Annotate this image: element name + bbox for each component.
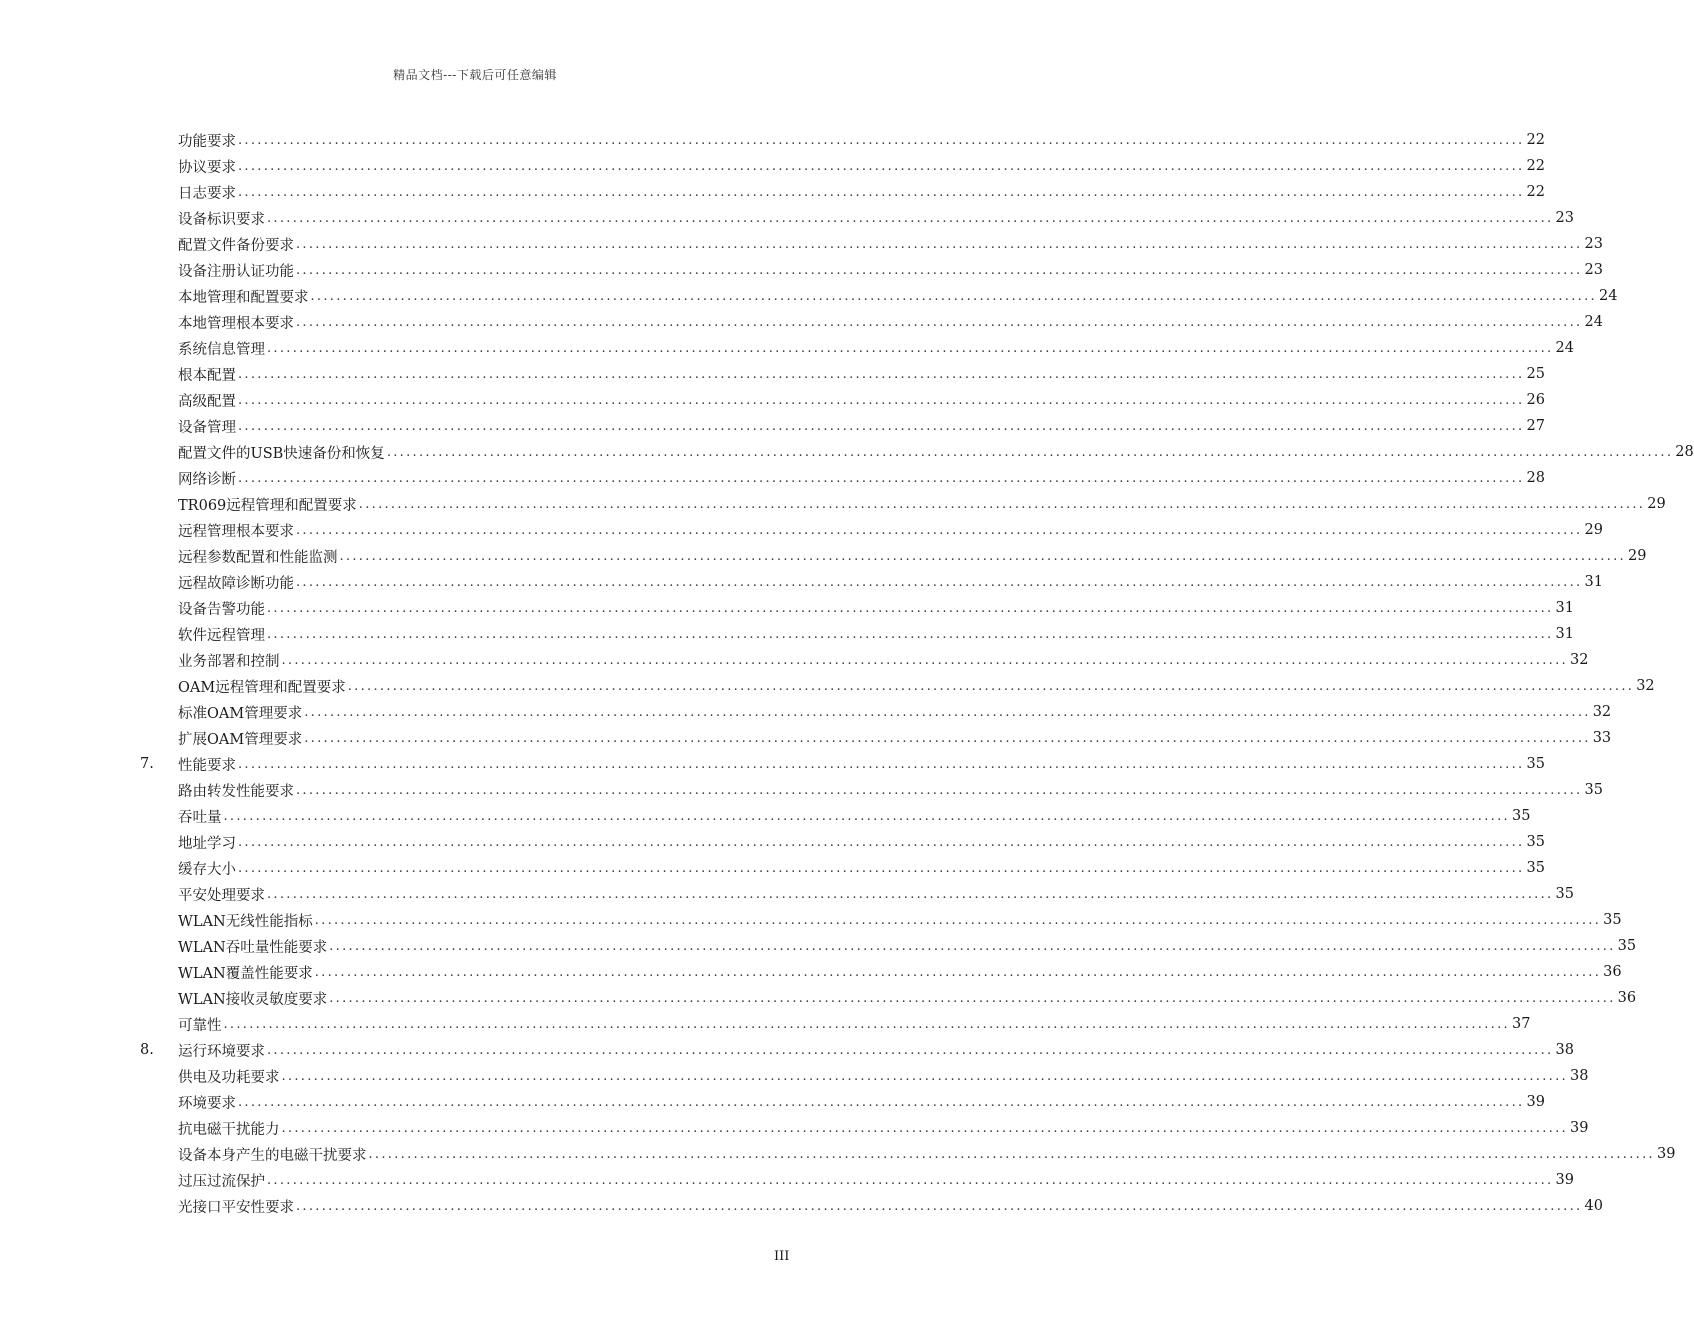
toc-entry[interactable]	[140, 413, 1545, 439]
toc-entry[interactable]	[140, 283, 1618, 309]
toc-entry-page: 37	[1511, 1016, 1531, 1032]
toc-entry-page: 31	[1555, 600, 1574, 616]
toc-entry-page: 29	[1647, 496, 1666, 512]
toc-entry-title: 路由转发性能要求	[178, 783, 294, 800]
toc-entry-title: 配置文件备份要求	[178, 237, 294, 254]
toc-entry-title: 日志要求	[178, 185, 236, 202]
toc-entry-page: 32	[1636, 678, 1655, 694]
toc-dot-leader: ........................................................................................................................................................................................................	[296, 1198, 1583, 1214]
toc-entry-page: 24	[1598, 288, 1618, 304]
toc-entry-page: 27	[1526, 418, 1545, 434]
toc-entry[interactable]	[140, 309, 1603, 335]
toc-entry[interactable]	[140, 1089, 1545, 1115]
toc-dot-leader: ........................................................................................................................................................................................................	[223, 1016, 1510, 1032]
toc-entry[interactable]	[140, 985, 1637, 1011]
toc-dot-leader: ........................................................................................................................................................................................................	[223, 808, 1510, 824]
toc-entry[interactable]	[140, 1141, 1676, 1167]
toc-entry-title: 本地管理和配置要求	[178, 289, 309, 306]
toc-dot-leader: ........................................................................................................................................................................................................	[267, 340, 1554, 356]
toc-entry-title: WLAN吞吐量性能要求	[178, 939, 328, 956]
toc-entry-title: WLAN接收灵敏度要求	[178, 991, 328, 1008]
toc-entry[interactable]	[140, 959, 1622, 985]
toc-entry-title: 设备本身产生的电磁干扰要求	[178, 1147, 367, 1164]
toc-entry-number: 8.	[140, 1042, 154, 1058]
toc-entry-page: 22	[1526, 132, 1545, 148]
toc-entry[interactable]	[140, 465, 1545, 491]
toc-entry-page: 31	[1584, 574, 1603, 590]
toc-dot-leader: ........................................................................................................................................................................................................	[238, 470, 1525, 486]
toc-entry-title: 设备注册认证功能	[178, 263, 294, 280]
toc-entry-page: 36	[1603, 964, 1622, 980]
toc-entry-page: 22	[1526, 158, 1545, 174]
toc-dot-leader: ........................................................................................................................................................................................................	[238, 418, 1525, 434]
toc-entry-page: 29	[1584, 522, 1603, 538]
toc-dot-leader: ........................................................................................................................................................................................................	[238, 184, 1525, 200]
toc-entry-page: 35	[1584, 782, 1603, 798]
toc-entry[interactable]	[140, 517, 1603, 543]
toc-dot-leader: ........................................................................................................................................................................................................	[304, 730, 1591, 746]
toc-entry[interactable]	[140, 621, 1574, 647]
toc-entry-title: 供电及功耗要求	[178, 1069, 280, 1086]
toc-dot-leader: ........................................................................................................................................................................................................	[296, 314, 1583, 330]
toc-entry[interactable]	[140, 699, 1612, 725]
toc-entry-page: 29	[1627, 548, 1647, 564]
toc-entry[interactable]	[140, 855, 1545, 881]
toc-entry-page: 26	[1526, 392, 1545, 408]
toc-dot-leader: ........................................................................................................................................................................................................	[296, 782, 1583, 798]
toc-entry-title: 高级配置	[178, 393, 236, 410]
toc-entry[interactable]	[140, 387, 1545, 413]
toc-entry[interactable]	[140, 725, 1612, 751]
toc-dot-leader: ........................................................................................................................................................................................................	[329, 938, 1616, 954]
toc-entry-title: 本地管理根本要求	[178, 315, 294, 332]
toc-entry[interactable]	[140, 751, 1545, 777]
toc-dot-leader: ........................................................................................................................................................................................................	[267, 1172, 1554, 1188]
toc-entry[interactable]	[140, 933, 1637, 959]
toc-entry[interactable]	[140, 127, 1545, 153]
toc-entry-title: 可靠性	[178, 1017, 222, 1034]
toc-entry-title: 扩展OAM管理要求	[178, 731, 303, 748]
toc-entry[interactable]	[140, 1011, 1531, 1037]
toc-entry-title: WLAN无线性能指标	[178, 913, 313, 930]
toc-entry-title: 吞吐量	[178, 809, 222, 826]
toc-dot-leader: ........................................................................................................................................................................................................	[267, 1042, 1554, 1058]
toc-entry[interactable]	[140, 361, 1545, 387]
toc-entry[interactable]	[140, 1115, 1589, 1141]
toc-dot-leader: ........................................................................................................................................................................................................	[267, 600, 1554, 616]
toc-entry-title: 设备标识要求	[178, 211, 265, 228]
toc-entry[interactable]	[140, 439, 1694, 465]
toc-dot-leader: ........................................................................................................................................................................................................	[296, 574, 1583, 590]
toc-dot-leader: ........................................................................................................................................................................................................	[238, 392, 1525, 408]
toc-entry-title: 标准OAM管理要求	[178, 705, 303, 722]
toc-entry-page: 36	[1617, 990, 1637, 1006]
toc-entry-title: TR069远程管理和配置要求	[178, 497, 357, 514]
toc-entry[interactable]	[140, 803, 1531, 829]
toc-entry-page: 24	[1555, 340, 1574, 356]
toc-entry-title: OAM远程管理和配置要求	[178, 679, 346, 696]
toc-entry-page: 35	[1511, 808, 1531, 824]
toc-entry[interactable]	[140, 257, 1603, 283]
table-of-contents	[140, 127, 1694, 1219]
toc-entry[interactable]	[140, 777, 1603, 803]
toc-entry[interactable]	[140, 491, 1666, 517]
toc-entry-page: 35	[1526, 860, 1545, 876]
toc-dot-leader: ........................................................................................................................................................................................................	[238, 366, 1525, 382]
toc-dot-leader: ........................................................................................................................................................................................................	[296, 262, 1583, 278]
toc-entry[interactable]	[140, 1193, 1603, 1219]
toc-dot-leader: ........................................................................................................................................................................................................	[310, 288, 1597, 304]
toc-entry-title: 运行环境要求	[178, 1043, 265, 1060]
toc-dot-leader: ........................................................................................................................................................................................................	[314, 964, 1602, 980]
toc-dot-leader: ........................................................................................................................................................................................................	[296, 236, 1583, 252]
toc-entry-title: 配置文件的USB快速备份和恢复	[178, 445, 385, 462]
toc-dot-leader: ........................................................................................................................................................................................................	[281, 652, 1568, 668]
toc-dot-leader: ........................................................................................................................................................................................................	[281, 1120, 1568, 1136]
toc-entry-page: 39	[1526, 1094, 1545, 1110]
toc-entry-page: 28	[1526, 470, 1545, 486]
toc-entry-page: 35	[1603, 912, 1622, 928]
toc-entry-title: 设备告警功能	[178, 601, 265, 618]
toc-entry-title: 地址学习	[178, 835, 236, 852]
toc-dot-leader: ........................................................................................................................................................................................................	[368, 1146, 1655, 1162]
toc-entry-title: 功能要求	[178, 133, 236, 150]
toc-dot-leader: ........................................................................................................................................................................................................	[238, 158, 1525, 174]
toc-entry-page: 24	[1584, 314, 1603, 330]
toc-entry-title: 环境要求	[178, 1095, 236, 1112]
page-header: 精品文档---下载后可任意编辑	[393, 68, 557, 82]
toc-entry-number: 7.	[140, 756, 154, 772]
toc-entry-page: 23	[1555, 210, 1574, 226]
toc-entry-title: 远程管理根本要求	[178, 523, 294, 540]
toc-dot-leader: ........................................................................................................................................................................................................	[304, 704, 1591, 720]
toc-entry-page: 39	[1656, 1146, 1676, 1162]
toc-entry-page: 32	[1592, 704, 1612, 720]
toc-dot-leader: ........................................................................................................................................................................................................	[386, 444, 1674, 460]
toc-dot-leader: ........................................................................................................................................................................................................	[347, 678, 1635, 694]
toc-entry-title: 过压过流保护	[178, 1173, 265, 1190]
toc-entry-title: 协议要求	[178, 159, 236, 176]
toc-entry-title: 平安处理要求	[178, 887, 265, 904]
toc-entry-page: 35	[1526, 756, 1545, 772]
toc-entry-title: 远程故障诊断功能	[178, 575, 294, 592]
toc-entry-title: 远程参数配置和性能监测	[178, 549, 338, 566]
toc-entry-title: 系统信息管理	[178, 341, 265, 358]
toc-entry-title: 根本配置	[178, 367, 236, 384]
toc-dot-leader: ........................................................................................................................................................................................................	[238, 132, 1525, 148]
toc-entry[interactable]	[140, 881, 1574, 907]
toc-dot-leader: ........................................................................................................................................................................................................	[267, 210, 1554, 226]
toc-entry-page: 39	[1569, 1120, 1589, 1136]
toc-entry-title: 业务部署和控制	[178, 653, 280, 670]
toc-entry[interactable]	[140, 543, 1647, 569]
toc-dot-leader: ........................................................................................................................................................................................................	[238, 756, 1525, 772]
toc-dot-leader: ........................................................................................................................................................................................................	[238, 834, 1525, 850]
toc-entry-page: 23	[1584, 262, 1603, 278]
toc-entry-page: 22	[1526, 184, 1545, 200]
toc-dot-leader: ........................................................................................................................................................................................................	[358, 496, 1646, 512]
toc-entry-title: 网络诊断	[178, 471, 236, 488]
toc-entry[interactable]	[140, 231, 1603, 257]
toc-entry-title: 抗电磁干扰能力	[178, 1121, 280, 1138]
toc-entry[interactable]	[140, 205, 1574, 231]
toc-entry-page: 35	[1555, 886, 1574, 902]
toc-entry-page: 38	[1569, 1068, 1589, 1084]
toc-entry[interactable]	[140, 1167, 1574, 1193]
toc-entry-page: 23	[1584, 236, 1603, 252]
toc-dot-leader: ........................................................................................................................................................................................................	[238, 860, 1525, 876]
toc-entry[interactable]	[140, 673, 1655, 699]
toc-entry-page: 25	[1526, 366, 1545, 382]
toc-dot-leader: ........................................................................................................................................................................................................	[238, 1094, 1525, 1110]
toc-entry-page: 32	[1569, 652, 1589, 668]
toc-entry-page: 39	[1555, 1172, 1574, 1188]
toc-entry-page: 33	[1592, 730, 1612, 746]
toc-entry[interactable]	[140, 907, 1622, 933]
toc-entry-title: 软件远程管理	[178, 627, 265, 644]
toc-dot-leader: ........................................................................................................................................................................................................	[314, 912, 1602, 928]
toc-entry-title: 性能要求	[178, 757, 236, 774]
toc-entry-title: 缓存大小	[178, 861, 236, 878]
toc-dot-leader: ........................................................................................................................................................................................................	[267, 886, 1554, 902]
toc-entry-page: 35	[1526, 834, 1545, 850]
toc-entry[interactable]	[140, 595, 1574, 621]
toc-entry-page: 35	[1617, 938, 1637, 954]
toc-entry[interactable]	[140, 829, 1545, 855]
toc-entry-title: 光接口平安性要求	[178, 1199, 294, 1216]
toc-entry-page: 38	[1555, 1042, 1574, 1058]
toc-entry[interactable]	[140, 1063, 1589, 1089]
toc-entry[interactable]	[140, 1037, 1574, 1063]
toc-entry-title: 设备管理	[178, 419, 236, 436]
toc-dot-leader: ........................................................................................................................................................................................................	[329, 990, 1616, 1006]
toc-entry[interactable]	[140, 569, 1603, 595]
toc-entry[interactable]	[140, 647, 1589, 673]
page-number: III	[774, 1249, 790, 1264]
toc-dot-leader: ........................................................................................................................................................................................................	[296, 522, 1583, 538]
toc-entry-page: 28	[1675, 444, 1694, 460]
toc-dot-leader: ........................................................................................................................................................................................................	[281, 1068, 1568, 1084]
toc-dot-leader: ........................................................................................................................................................................................................	[339, 548, 1626, 564]
toc-entry-page: 40	[1584, 1198, 1603, 1214]
toc-entry[interactable]	[140, 179, 1545, 205]
toc-entry[interactable]	[140, 153, 1545, 179]
toc-entry-page: 31	[1555, 626, 1574, 642]
toc-dot-leader: ........................................................................................................................................................................................................	[267, 626, 1554, 642]
toc-entry[interactable]	[140, 335, 1574, 361]
toc-entry-title: WLAN覆盖性能要求	[178, 965, 313, 982]
